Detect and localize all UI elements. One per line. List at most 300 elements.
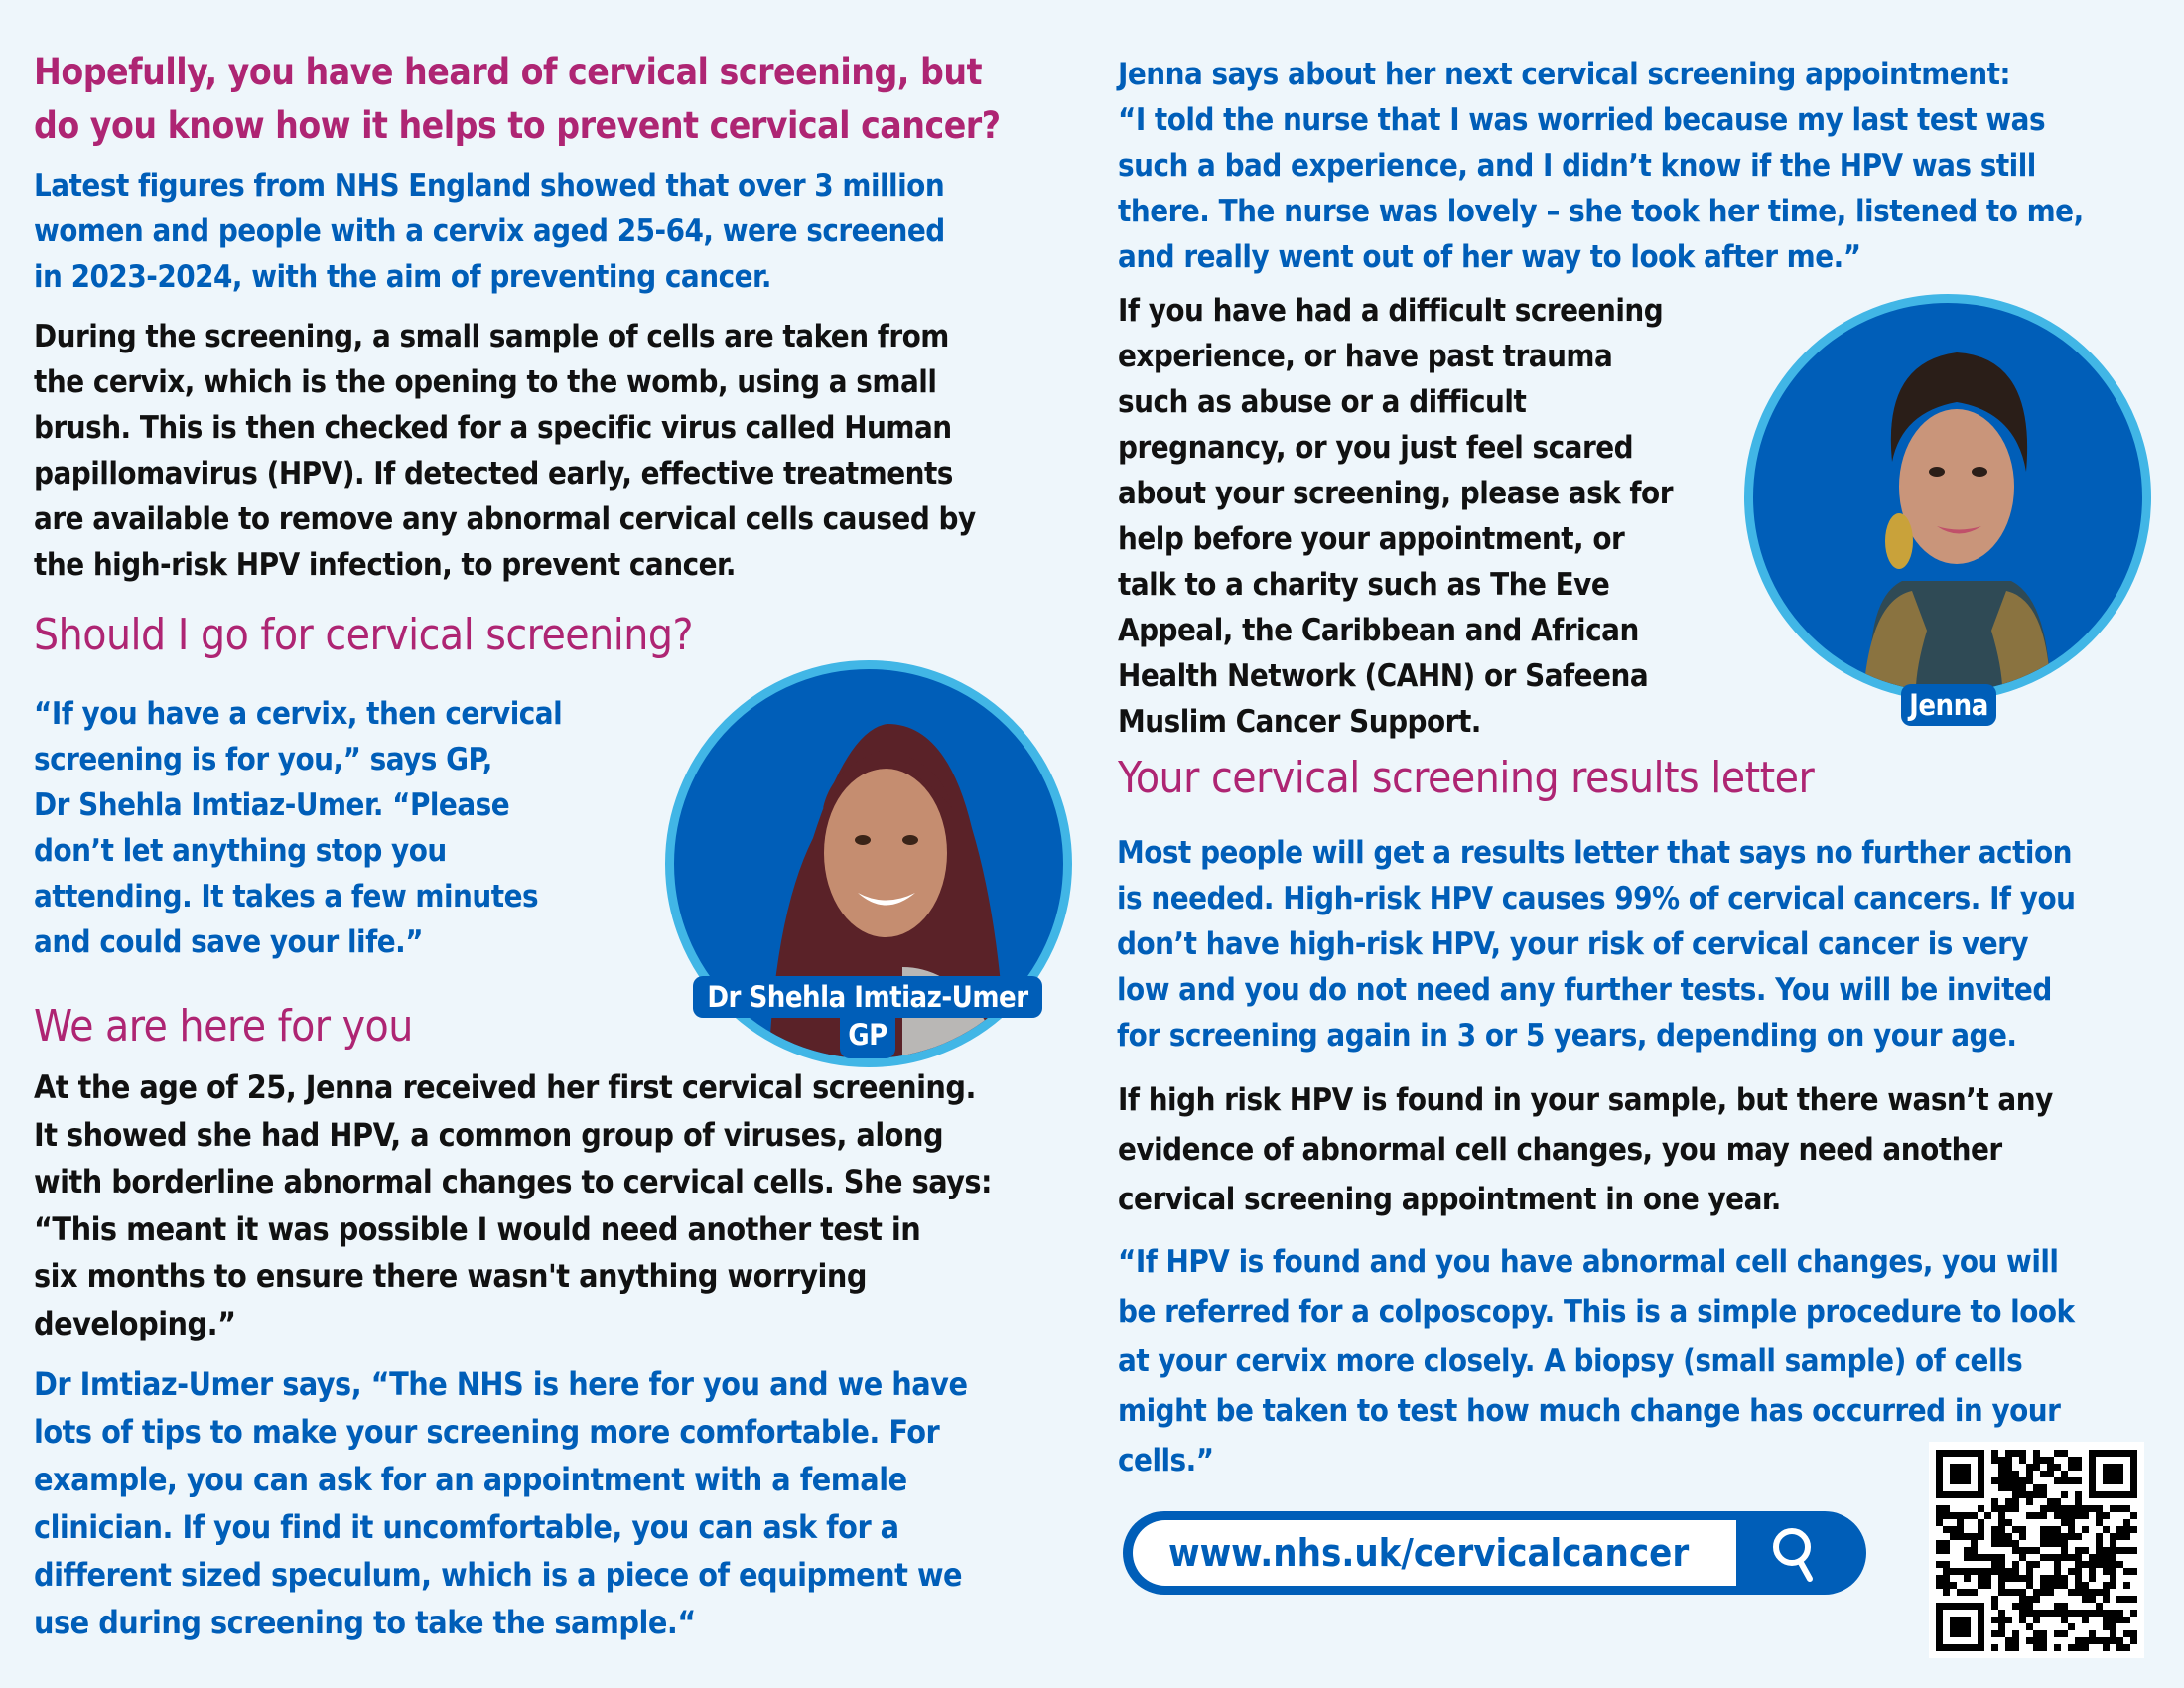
qr-module [2019, 1547, 2026, 1554]
qr-module [2089, 1596, 2096, 1603]
qr-module [1971, 1547, 1978, 1554]
qr-module [1984, 1582, 1991, 1589]
qr-module [2068, 1589, 2075, 1596]
qr-module [2130, 1547, 2137, 1554]
qr-module [1936, 1561, 1943, 1568]
qr-module [2040, 1526, 2047, 1533]
qr-module [2075, 1533, 2082, 1540]
qr-module [2005, 1568, 2012, 1575]
qr-module [2061, 1554, 2068, 1561]
text-line: Dr Shehla Imtiaz-Umer. “Please [34, 787, 510, 823]
qr-module [2012, 1498, 2019, 1505]
qr-module [1991, 1540, 1998, 1547]
qr-module [2054, 1561, 2061, 1568]
qr-module [1943, 1512, 1950, 1519]
qr-module [2054, 1568, 2061, 1575]
qr-module [1971, 1512, 1978, 1519]
qr-module [2040, 1610, 2047, 1617]
qr-module [2047, 1533, 2054, 1540]
qr-module [2054, 1610, 2061, 1617]
text-line: Muslim Cancer Support. [1118, 704, 1481, 740]
qr-module [2026, 1596, 2033, 1603]
qr-module [2040, 1630, 2047, 1637]
qr-module [2082, 1596, 2089, 1603]
qr-module [2096, 1589, 2103, 1596]
text-line: and could save your life.” [34, 924, 424, 960]
qr-module [2103, 1610, 2110, 1617]
qr-module [2123, 1547, 2130, 1554]
qr-module [2047, 1610, 2054, 1617]
text-line: with borderline abnormal changes to cervical cells. She says: [34, 1163, 993, 1200]
qr-module [1984, 1568, 1991, 1575]
text-line: “If HPV is found and you have abnormal cell changes, you will [1118, 1244, 2059, 1280]
qr-module [1991, 1505, 1998, 1512]
qr-module [1936, 1540, 1943, 1547]
qr-module [2026, 1491, 2033, 1498]
qr-module [1984, 1575, 1991, 1582]
qr-module [2123, 1582, 2130, 1589]
qr-module [1936, 1519, 1943, 1526]
qr-module [1950, 1568, 1957, 1575]
text-line: Appeal, the Caribbean and African [1118, 613, 1639, 648]
qr-module [2012, 1491, 2019, 1498]
qr-module [1998, 1617, 2005, 1623]
qr-module [2123, 1630, 2130, 1637]
qr-module [2054, 1603, 2061, 1610]
qr-module [2061, 1582, 2068, 1589]
qr-module [2068, 1568, 2075, 1575]
qr-module [2040, 1505, 2047, 1512]
jenna-portrait-illustration [1753, 303, 2151, 701]
qr-module [2054, 1526, 2061, 1533]
search-url-text[interactable]: www.nhs.uk/cervicalcancer [1168, 1531, 1690, 1575]
qr-module [2012, 1484, 2019, 1491]
results-letter-heading: Your cervical screening results letter [1118, 753, 1815, 803]
qr-module [2116, 1526, 2123, 1533]
qr-module [2089, 1610, 2096, 1617]
qr-module [2089, 1505, 2096, 1512]
qr-module [1957, 1519, 1964, 1526]
here-for-you-heading: We are here for you [34, 1001, 413, 1052]
qr-module [1984, 1554, 1991, 1561]
text-line: such a bad experience, and I didn’t know if the HPV was still [1118, 148, 2036, 184]
qr-module [2068, 1533, 2075, 1540]
text-line: clinician. If you find it uncomfortable, you can ask for a [34, 1508, 899, 1546]
qr-module [1943, 1561, 1950, 1568]
qr-module [2096, 1533, 2103, 1540]
qr-module [2012, 1637, 2019, 1644]
text-line: “This meant it was possible I would need another test in [34, 1209, 921, 1248]
qr-finder [1950, 1464, 1971, 1484]
qr-module [2075, 1637, 2082, 1644]
qr-module [2012, 1575, 2019, 1582]
qr-module [2068, 1623, 2075, 1630]
qr-module [1998, 1533, 2005, 1540]
qr-module [2103, 1637, 2110, 1644]
qr-module [2061, 1547, 2068, 1554]
qr-module [2068, 1526, 2075, 1533]
qr-module [2068, 1554, 2075, 1561]
qr-module [1936, 1505, 1943, 1512]
qr-module [2054, 1477, 2061, 1484]
qr-module [2075, 1498, 2082, 1505]
qr-module [1991, 1630, 1998, 1637]
qr-module [1978, 1505, 1984, 1512]
qr-module [2047, 1589, 2054, 1596]
should-i-go-heading: Should I go for cervical screening? [34, 610, 694, 660]
text-line: don’t let anything stop you [34, 833, 447, 869]
intro-heading-line: do you know how it helps to prevent cervical cancer? [34, 104, 1001, 147]
qr-module [2123, 1519, 2130, 1526]
stats-paragraph [34, 163, 945, 300]
text-line: at your cervix more closely. A biopsy (small sample) of cells [1118, 1343, 2023, 1379]
qr-module [1943, 1547, 1950, 1554]
qr-module [2123, 1505, 2130, 1512]
qr-module [2089, 1575, 2096, 1582]
text-line: lots of tips to make your screening more comfortable. For [34, 1413, 940, 1451]
text-line: brush. This is then checked for a specific virus called Human [34, 410, 952, 446]
text-line: papillomavirus (HPV). If detected early, effective treatments [34, 456, 953, 492]
qr-module [1998, 1623, 2005, 1630]
qr-module [2075, 1610, 2082, 1617]
qr-module [2040, 1637, 2047, 1644]
qr-module [2110, 1533, 2116, 1540]
qr-module [2054, 1450, 2061, 1457]
qr-module [2116, 1637, 2123, 1644]
qr-module [1957, 1512, 1964, 1519]
qr-module [2068, 1610, 2075, 1617]
qr-module [2054, 1533, 2061, 1540]
hpv-found-paragraph [1118, 1075, 2053, 1224]
qr-module [2116, 1596, 2123, 1603]
qr-module [2089, 1630, 2096, 1637]
qr-module [2026, 1498, 2033, 1505]
qr-module [2110, 1554, 2116, 1561]
qr-module [2075, 1491, 2082, 1498]
qr-module [2061, 1471, 2068, 1477]
qr-module [2033, 1450, 2040, 1457]
qr-module [2047, 1575, 2054, 1582]
qr-module [1971, 1589, 1978, 1596]
qr-module [2054, 1505, 2061, 1512]
text-line: screening is for you,” says GP, [34, 742, 492, 777]
text-line: pregnancy, or you just feel scared [1118, 430, 1634, 466]
qr-module [1964, 1533, 1971, 1540]
qr-module [2040, 1540, 2047, 1547]
qr-module [2061, 1540, 2068, 1547]
qr-module [2026, 1603, 2033, 1610]
qr-finder [2103, 1464, 2123, 1484]
qr-module [2116, 1505, 2123, 1512]
qr-module [1943, 1582, 1950, 1589]
qr-module [1998, 1554, 2005, 1561]
qr-module [2075, 1547, 2082, 1554]
qr-module [1936, 1512, 1943, 1519]
qr-module [2096, 1554, 2103, 1561]
qr-module [2075, 1582, 2082, 1589]
qr-module [2089, 1589, 2096, 1596]
qr-module [2110, 1630, 2116, 1637]
text-line: don’t have high-risk HPV, your risk of cervical cancer is very [1117, 926, 2029, 962]
qr-module [1971, 1554, 1978, 1561]
qr-module [2019, 1610, 2026, 1617]
qr-module [2123, 1568, 2130, 1575]
qr-module [1998, 1575, 2005, 1582]
text-line: Jenna says about her next cervical screening appointment: [1118, 57, 2011, 92]
qr-module [2116, 1644, 2123, 1651]
qr-module [2075, 1561, 2082, 1568]
gp-name-badge: Dr Shehla Imtiaz-Umer [693, 976, 1042, 1018]
qr-module [1991, 1526, 1998, 1533]
qr-module [2096, 1561, 2103, 1568]
qr-module [2054, 1540, 2061, 1547]
qr-module [2005, 1575, 2012, 1582]
qr-module [1991, 1533, 1998, 1540]
qr-module [2047, 1498, 2054, 1505]
qr-module [2130, 1637, 2137, 1644]
text-line: different sized speculum, which is a piece of equipment we [34, 1556, 963, 1594]
screening-paragraph [34, 314, 976, 588]
qr-module [2033, 1610, 2040, 1617]
qr-module [2033, 1630, 2040, 1637]
qr-module [1950, 1533, 1957, 1540]
search-icon[interactable] [1766, 1523, 1826, 1585]
qr-module [2040, 1644, 2047, 1651]
qr-module [2033, 1644, 2040, 1651]
qr-module [2103, 1561, 2110, 1568]
qr-module [2075, 1568, 2082, 1575]
qr-module [2047, 1505, 2054, 1512]
qr-module [2116, 1547, 2123, 1554]
qr-module [2012, 1568, 2019, 1575]
qr-module [2075, 1575, 2082, 1582]
qr-module [2096, 1540, 2103, 1547]
qr-module [2012, 1450, 2019, 1457]
qr-module [2019, 1603, 2026, 1610]
qr-module [2082, 1644, 2089, 1651]
qr-module [2082, 1526, 2089, 1533]
qr-code-icon[interactable] [1929, 1442, 2144, 1658]
qr-module [1978, 1568, 1984, 1575]
qr-module [2005, 1540, 2012, 1547]
qr-module [1984, 1512, 1991, 1519]
qr-module [2061, 1519, 2068, 1526]
qr-module [2040, 1491, 2047, 1498]
qr-module [2005, 1637, 2012, 1644]
qr-module [2033, 1464, 2040, 1471]
qr-module [2116, 1610, 2123, 1617]
qr-module [2054, 1512, 2061, 1519]
qr-module [2019, 1477, 2026, 1484]
qr-module [1998, 1464, 2005, 1471]
qr-module [2130, 1512, 2137, 1519]
difficult-experience-paragraph [1118, 288, 1673, 745]
qr-module [1957, 1526, 1964, 1533]
qr-module [2005, 1477, 2012, 1484]
qr-module [2116, 1561, 2123, 1568]
qr-module [2061, 1630, 2068, 1637]
qr-code-pattern [1929, 1442, 2144, 1658]
qr-module [1978, 1519, 1984, 1526]
gp-tips-paragraph [34, 1360, 967, 1646]
qr-module [1957, 1589, 1964, 1596]
qr-module [1998, 1568, 2005, 1575]
qr-module [2026, 1464, 2033, 1471]
qr-module [2033, 1617, 2040, 1623]
qr-module [1943, 1589, 1950, 1596]
qr-module [2047, 1554, 2054, 1561]
qr-module [2026, 1568, 2033, 1575]
qr-module [2019, 1575, 2026, 1582]
qr-module [1964, 1568, 1971, 1575]
qr-module [1971, 1540, 1978, 1547]
qr-module [1991, 1596, 1998, 1603]
text-line: Health Network (CAHN) or Safeena [1118, 658, 1649, 694]
qr-module [2061, 1603, 2068, 1610]
qr-module [2110, 1637, 2116, 1644]
qr-module [2012, 1589, 2019, 1596]
qr-module [2103, 1623, 2110, 1630]
qr-module [2068, 1477, 2075, 1484]
qr-module [2019, 1617, 2026, 1623]
qr-module [1971, 1533, 1978, 1540]
text-line: is needed. High-risk HPV causes 99% of cervical cancers. If you [1117, 881, 2076, 916]
qr-module [2019, 1457, 2026, 1464]
qr-module [2082, 1617, 2089, 1623]
qr-module [2061, 1450, 2068, 1457]
qr-module [2068, 1512, 2075, 1519]
qr-module [2005, 1450, 2012, 1457]
qr-module [1978, 1526, 1984, 1533]
qr-module [2026, 1512, 2033, 1519]
qr-module [2103, 1547, 2110, 1554]
qr-module [2054, 1498, 2061, 1505]
qr-module [1991, 1568, 1998, 1575]
qr-module [1991, 1603, 1998, 1610]
qr-module [2012, 1561, 2019, 1568]
qr-module [1978, 1575, 1984, 1582]
text-line: Dr Imtiaz-Umer says, “The NHS is here for you and we have [34, 1365, 968, 1403]
qr-module [1950, 1526, 1957, 1533]
results-paragraph [1117, 830, 2075, 1058]
qr-module [2033, 1512, 2040, 1519]
qr-module [2103, 1554, 2110, 1561]
jenna-photo [1744, 294, 2151, 701]
search-url-field[interactable] [1133, 1520, 1736, 1586]
qr-module [2005, 1457, 2012, 1464]
qr-module [2026, 1477, 2033, 1484]
qr-module [2019, 1526, 2026, 1533]
qr-module [1964, 1589, 1971, 1596]
qr-module [2012, 1547, 2019, 1554]
text-line: example, you can ask for an appointment with a female [34, 1461, 907, 1498]
qr-module [2089, 1561, 2096, 1568]
qr-module [2012, 1540, 2019, 1547]
text-line: the cervix, which is the opening to the womb, using a small [34, 364, 937, 400]
qr-module [2110, 1561, 2116, 1568]
jenna-name-badge: Jenna [1901, 684, 1996, 726]
qr-module [2123, 1596, 2130, 1603]
qr-module [2075, 1457, 2082, 1464]
qr-module [2005, 1589, 2012, 1596]
qr-module [1998, 1526, 2005, 1533]
qr-module [1998, 1589, 2005, 1596]
qr-module [1957, 1568, 1964, 1575]
qr-module [1964, 1554, 1971, 1561]
qr-module [2005, 1464, 2012, 1471]
qr-module [2089, 1637, 2096, 1644]
qr-module [2089, 1568, 2096, 1575]
qr-module [1991, 1457, 1998, 1464]
qr-module [2130, 1526, 2137, 1533]
qr-module [2110, 1540, 2116, 1547]
text-line: are available to remove any abnormal cervical cells caused by [34, 501, 976, 537]
qr-module [2033, 1547, 2040, 1554]
qr-module [2033, 1561, 2040, 1568]
qr-module [2130, 1630, 2137, 1637]
qr-module [2047, 1540, 2054, 1547]
qr-module [1943, 1540, 1950, 1547]
qr-module [2026, 1575, 2033, 1582]
qr-module [2061, 1491, 2068, 1498]
qr-module [2110, 1575, 2116, 1582]
qr-module [1936, 1575, 1943, 1582]
text-line: evidence of abnormal cell changes, you may need another [1118, 1132, 2002, 1168]
qr-module [2026, 1471, 2033, 1477]
qr-module [2061, 1610, 2068, 1617]
qr-module [2075, 1477, 2082, 1484]
qr-module [2075, 1589, 2082, 1596]
text-line: might be taken to test how much change has occurred in your [1118, 1393, 2061, 1429]
text-line: attending. It takes a few minutes [34, 879, 539, 914]
qr-module [2005, 1484, 2012, 1491]
qr-module [2019, 1596, 2026, 1603]
qr-module [2130, 1610, 2137, 1617]
qr-module [1978, 1533, 1984, 1540]
qr-module [2082, 1637, 2089, 1644]
text-line: six months to ensure there wasn't anything worrying [34, 1257, 868, 1295]
nhs-search-bar[interactable] [1123, 1511, 1866, 1595]
qr-module [2054, 1630, 2061, 1637]
qr-module [2075, 1512, 2082, 1519]
qr-module [2096, 1637, 2103, 1644]
qr-module [2130, 1568, 2137, 1575]
qr-module [1957, 1533, 1964, 1540]
qr-module [2040, 1512, 2047, 1519]
qr-module [1943, 1505, 1950, 1512]
qr-module [1998, 1610, 2005, 1617]
qr-module [2061, 1533, 2068, 1540]
text-line: talk to a charity such as The Eve [1118, 567, 1610, 603]
qr-module [2033, 1589, 2040, 1596]
qr-module [1950, 1582, 1957, 1589]
qr-module [2123, 1617, 2130, 1623]
qr-module [2110, 1505, 2116, 1512]
qr-module [2026, 1637, 2033, 1644]
qr-module [2033, 1596, 2040, 1603]
qr-module [2082, 1561, 2089, 1568]
text-line: use during screening to take the sample.“ [34, 1604, 696, 1641]
qr-module [2012, 1644, 2019, 1651]
text-line: women and people with a cervix aged 25-64, were screened [34, 213, 945, 249]
qr-module [1998, 1512, 2005, 1519]
qr-module [2075, 1644, 2082, 1651]
qr-module [2026, 1547, 2033, 1554]
qr-module [2096, 1603, 2103, 1610]
intro-heading-line: Hopefully, you have heard of cervical screening, but [34, 51, 982, 93]
qr-module [2061, 1477, 2068, 1484]
qr-module [1998, 1477, 2005, 1484]
